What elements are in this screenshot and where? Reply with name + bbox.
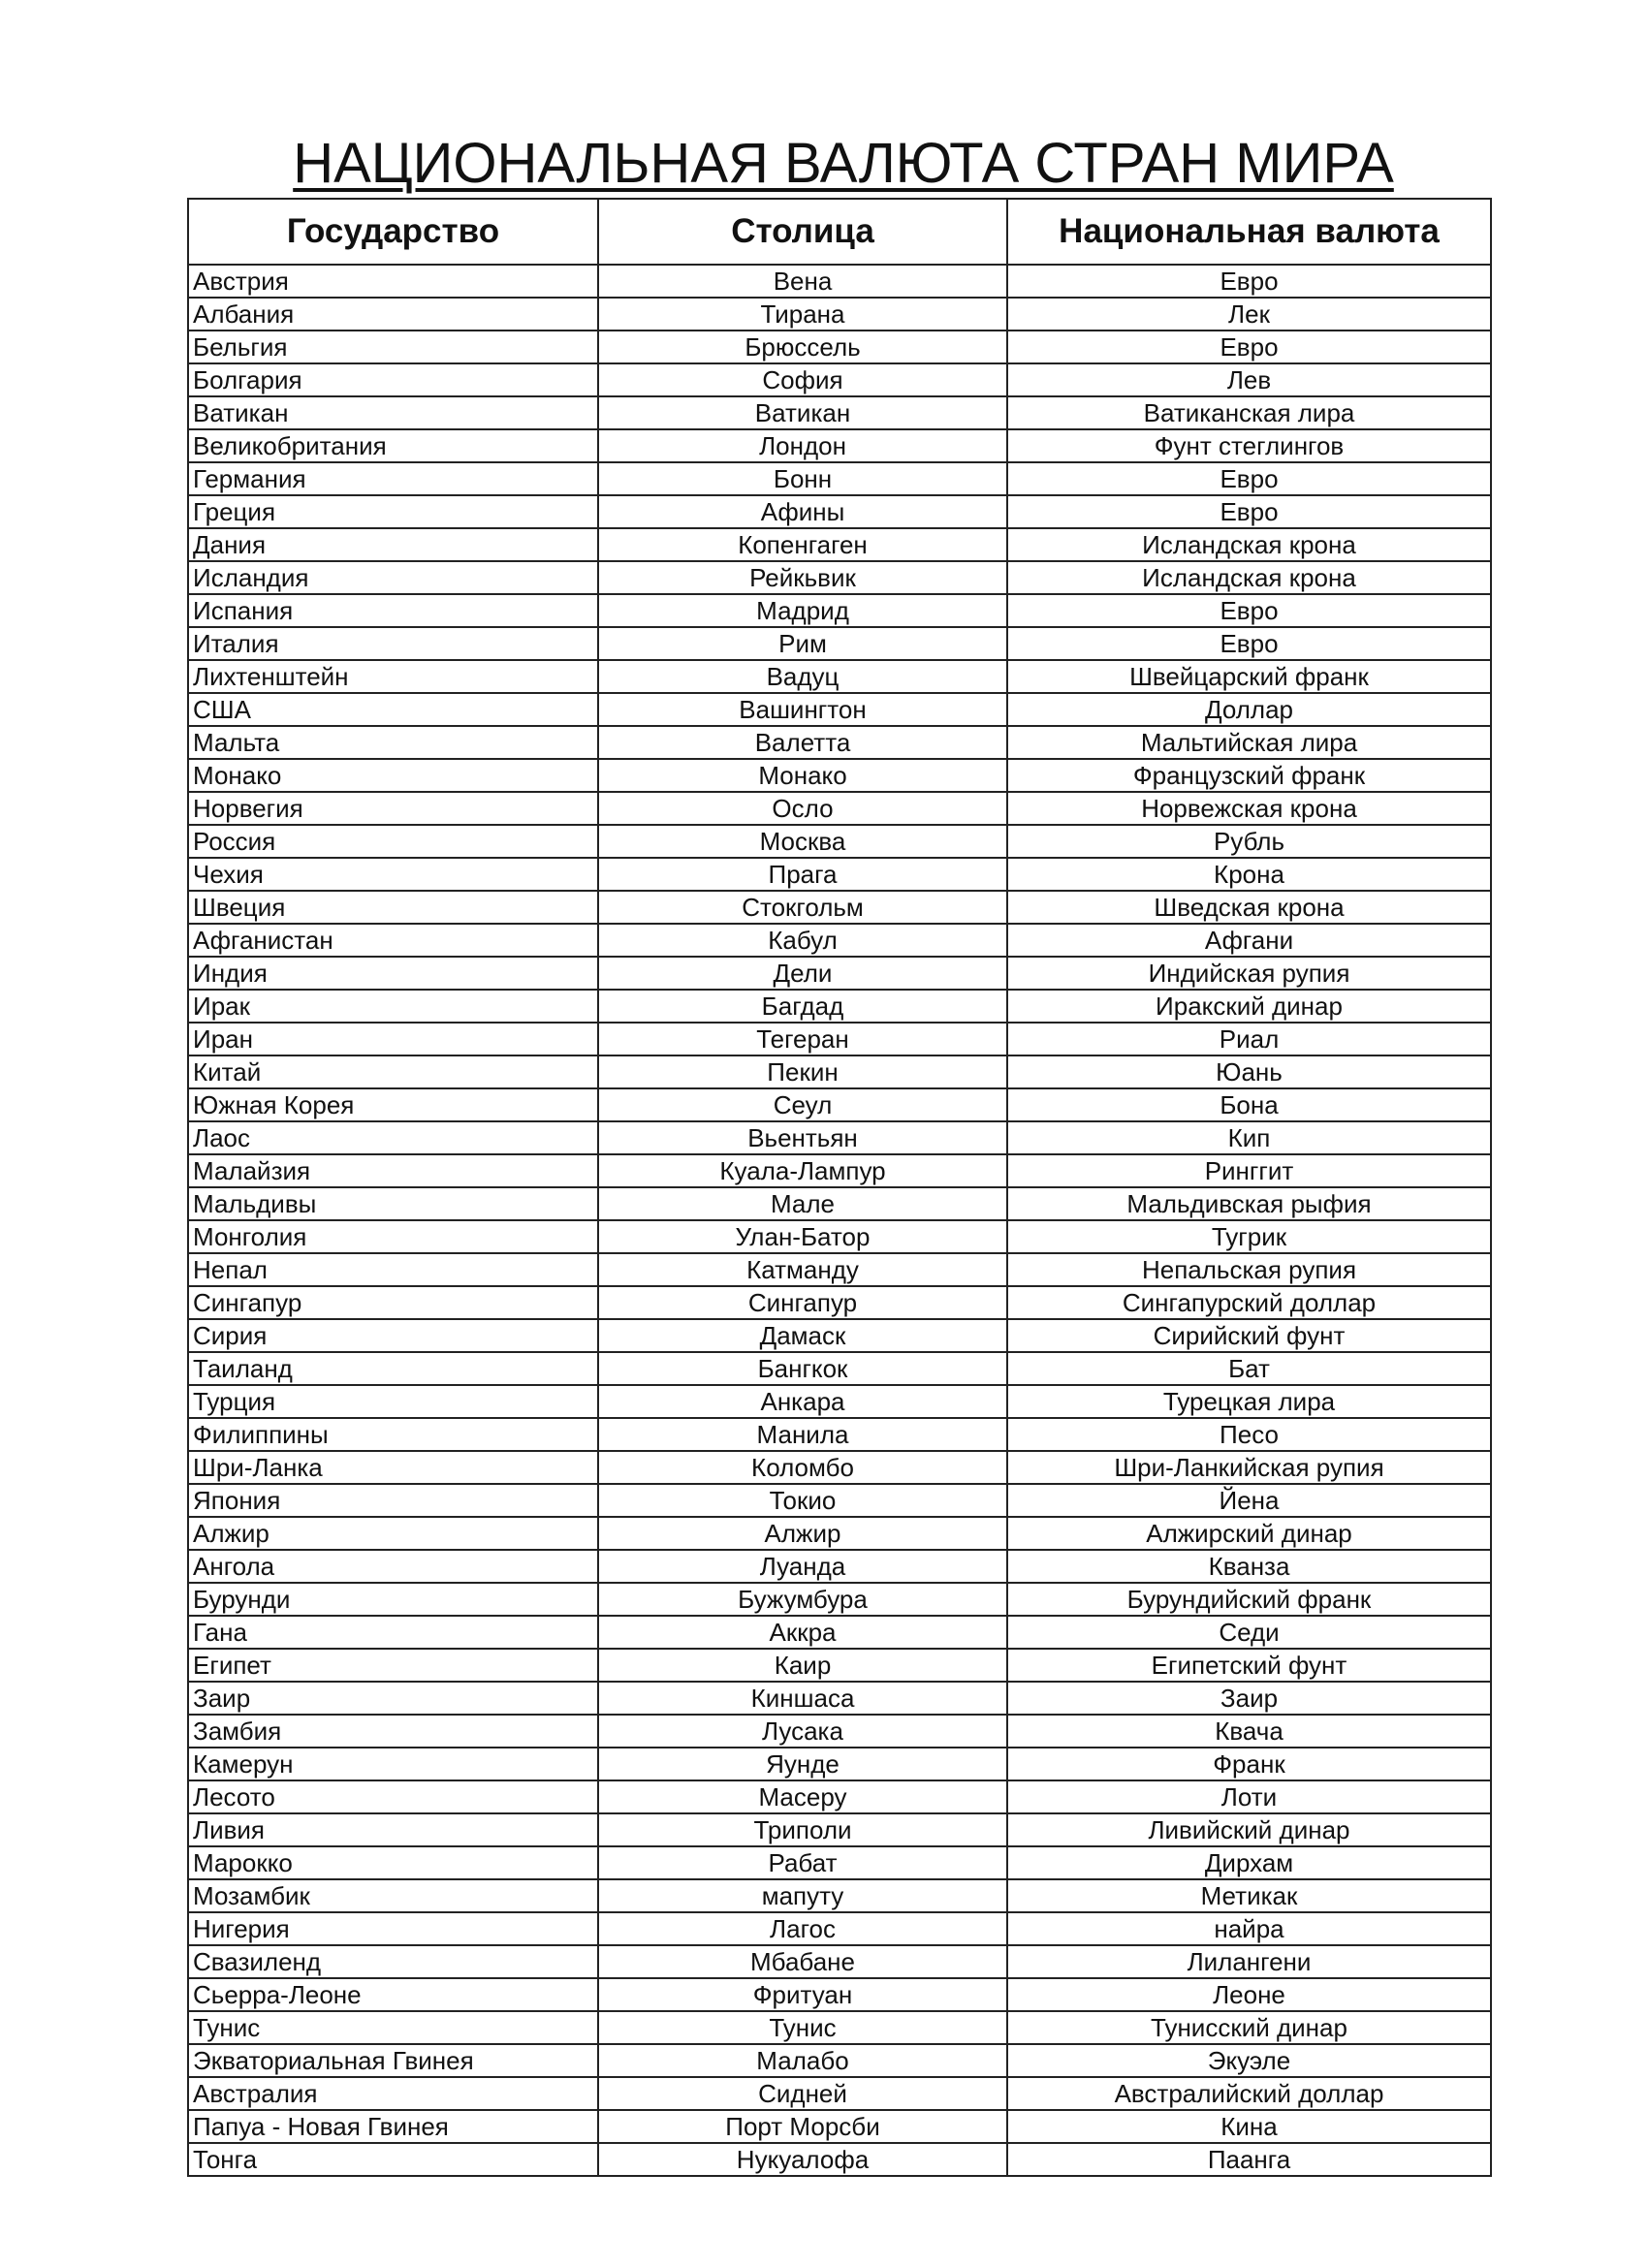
table-row [188, 2011, 1491, 2044]
capital-cell: Копенгаген [598, 528, 1007, 561]
country-cell: Иран [188, 1023, 598, 1055]
currency-cell: Австралийский доллар [1007, 2077, 1491, 2110]
currency-cell: Афгани [1007, 924, 1491, 957]
table-row [188, 2044, 1491, 2077]
currency-cell: Седи [1007, 1616, 1491, 1649]
table-row [188, 1484, 1491, 1517]
table-row [188, 957, 1491, 990]
capital-cell: Тунис [598, 2011, 1007, 2044]
country-cell: Ирак [188, 990, 598, 1023]
capital-cell: Монако [598, 759, 1007, 792]
table-row [188, 1879, 1491, 1912]
capital-cell: Москва [598, 825, 1007, 858]
country-cell: Египет [188, 1649, 598, 1682]
capital-cell: Сеул [598, 1088, 1007, 1121]
country-cell: Нигерия [188, 1912, 598, 1945]
country-cell: Болгария [188, 363, 598, 396]
capital-cell: Тирана [598, 298, 1007, 331]
capital-cell: Брюссель [598, 331, 1007, 363]
table-row [188, 429, 1491, 462]
table-row [188, 1286, 1491, 1319]
currency-cell: Лев [1007, 363, 1491, 396]
capital-cell: Сингапур [598, 1286, 1007, 1319]
capital-cell: Коломбо [598, 1451, 1007, 1484]
country-cell: Лаос [188, 1121, 598, 1154]
capital-cell: Пекин [598, 1055, 1007, 1088]
country-cell: Шри-Ланка [188, 1451, 598, 1484]
capital-cell: Улан-Батор [598, 1220, 1007, 1253]
capital-cell: Фритуан [598, 1978, 1007, 2011]
table-row [188, 726, 1491, 759]
capital-cell: Нукуалофа [598, 2143, 1007, 2176]
page-title: НАЦИОНАЛЬНАЯ ВАЛЮТА СТРАН МИРА [293, 132, 1394, 195]
country-cell: Сирия [188, 1319, 598, 1352]
table-row [188, 1154, 1491, 1187]
currency-cell: Бона [1007, 1088, 1491, 1121]
currency-cell: Евро [1007, 495, 1491, 528]
table-row [188, 660, 1491, 693]
table-row [188, 1187, 1491, 1220]
country-cell: Таиланд [188, 1352, 598, 1385]
table-row [188, 396, 1491, 429]
table-row [188, 924, 1491, 957]
capital-cell: Анкара [598, 1385, 1007, 1418]
table-row [188, 1385, 1491, 1418]
capital-cell: Осло [598, 792, 1007, 825]
country-cell: Швеция [188, 891, 598, 924]
capital-cell: Мадрид [598, 594, 1007, 627]
currency-cell: Бат [1007, 1352, 1491, 1385]
table-row [188, 594, 1491, 627]
country-cell: Монголия [188, 1220, 598, 1253]
currency-cell: Французский франк [1007, 759, 1491, 792]
country-cell: Бурунди [188, 1583, 598, 1616]
table-row [188, 1682, 1491, 1715]
currency-cell: Тунисский динар [1007, 2011, 1491, 2044]
country-cell: Чехия [188, 858, 598, 891]
country-cell: Марокко [188, 1846, 598, 1879]
currency-cell: Мальдивская рыфия [1007, 1187, 1491, 1220]
country-cell: Бельгия [188, 331, 598, 363]
country-cell: Мальдивы [188, 1187, 598, 1220]
table-row [188, 1550, 1491, 1583]
country-cell: Германия [188, 462, 598, 495]
capital-cell: Триполи [598, 1813, 1007, 1846]
capital-cell: Афины [598, 495, 1007, 528]
country-cell: Заир [188, 1682, 598, 1715]
country-cell: Афганистан [188, 924, 598, 957]
table-row [188, 858, 1491, 891]
currency-cell: Евро [1007, 462, 1491, 495]
currency-cell: Заир [1007, 1682, 1491, 1715]
table-row [188, 1912, 1491, 1945]
table-row [188, 1023, 1491, 1055]
currency-cell: Квача [1007, 1715, 1491, 1748]
capital-cell: Порт Морсби [598, 2110, 1007, 2143]
table-row [188, 891, 1491, 924]
table-row [188, 1846, 1491, 1879]
country-cell: Австрия [188, 265, 598, 298]
capital-cell: Бужумбура [598, 1583, 1007, 1616]
currency-cell: Сирийский фунт [1007, 1319, 1491, 1352]
country-cell: Китай [188, 1055, 598, 1088]
capital-cell: Катманду [598, 1253, 1007, 1286]
country-cell: Ангола [188, 1550, 598, 1583]
currency-cell: Шри-Ланкийская рупия [1007, 1451, 1491, 1484]
capital-cell: Дамаск [598, 1319, 1007, 1352]
currency-cell: Риал [1007, 1023, 1491, 1055]
country-cell: Непал [188, 1253, 598, 1286]
currency-cell: Бурундийский франк [1007, 1583, 1491, 1616]
currency-cell: Крона [1007, 858, 1491, 891]
header-row [188, 199, 1491, 265]
table-row [188, 1748, 1491, 1780]
country-cell: Греция [188, 495, 598, 528]
currency-cell: Евро [1007, 594, 1491, 627]
country-cell: Россия [188, 825, 598, 858]
currency-cell: Ливийский динар [1007, 1813, 1491, 1846]
currency-cell: Леоне [1007, 1978, 1491, 2011]
currency-cell: Дирхам [1007, 1846, 1491, 1879]
country-cell: Лесото [188, 1780, 598, 1813]
table-row [188, 1649, 1491, 1682]
column-header-currency: Национальная валюта [1007, 199, 1491, 265]
currency-cell: Турецкая лира [1007, 1385, 1491, 1418]
capital-cell: Вашингтон [598, 693, 1007, 726]
country-cell: Южная Корея [188, 1088, 598, 1121]
capital-cell: Сидней [598, 2077, 1007, 2110]
capital-cell: Рейкьвик [598, 561, 1007, 594]
capital-cell: Рабат [598, 1846, 1007, 1879]
country-cell: Исландия [188, 561, 598, 594]
currency-cell: Евро [1007, 265, 1491, 298]
currency-cell: Алжирский динар [1007, 1517, 1491, 1550]
country-cell: Свазиленд [188, 1945, 598, 1978]
table-row [188, 363, 1491, 396]
country-cell: Папуа - Новая Гвинея [188, 2110, 598, 2143]
capital-cell: Бонн [598, 462, 1007, 495]
capital-cell: Каир [598, 1649, 1007, 1682]
capital-cell: Рим [598, 627, 1007, 660]
currency-cell: Кванза [1007, 1550, 1491, 1583]
table-row [188, 825, 1491, 858]
table-row [188, 2110, 1491, 2143]
capital-cell: Киншаса [598, 1682, 1007, 1715]
currency-cell: Юань [1007, 1055, 1491, 1088]
table-row [188, 1088, 1491, 1121]
capital-cell: Прага [598, 858, 1007, 891]
currency-cell: Йена [1007, 1484, 1491, 1517]
table-row [188, 528, 1491, 561]
table-row [188, 1813, 1491, 1846]
capital-cell: София [598, 363, 1007, 396]
capital-cell: Аккра [598, 1616, 1007, 1649]
country-cell: Дания [188, 528, 598, 561]
country-cell: Гана [188, 1616, 598, 1649]
country-cell: Албания [188, 298, 598, 331]
currency-cell: Евро [1007, 627, 1491, 660]
table-row [188, 1583, 1491, 1616]
table-row [188, 298, 1491, 331]
table-row [188, 462, 1491, 495]
capital-cell: Токио [598, 1484, 1007, 1517]
currency-cell: Египетский фунт [1007, 1649, 1491, 1682]
capital-cell: Вадуц [598, 660, 1007, 693]
table-row [188, 1451, 1491, 1484]
table-header [188, 199, 1491, 265]
currency-cell: Доллар [1007, 693, 1491, 726]
country-cell: Испания [188, 594, 598, 627]
table-row [188, 561, 1491, 594]
country-cell: Сингапур [188, 1286, 598, 1319]
country-cell: Турция [188, 1385, 598, 1418]
country-cell: Филиппины [188, 1418, 598, 1451]
country-cell: Норвегия [188, 792, 598, 825]
currency-cell: Евро [1007, 331, 1491, 363]
column-header-country: Государство [188, 199, 598, 265]
column-header-capital: Столица [598, 199, 1007, 265]
capital-cell: Алжир [598, 1517, 1007, 1550]
table-row [188, 2143, 1491, 2176]
currency-cell: Мальтийская лира [1007, 726, 1491, 759]
country-cell: Замбия [188, 1715, 598, 1748]
currency-table [187, 198, 1492, 2177]
table-row [188, 792, 1491, 825]
capital-cell: Лагос [598, 1912, 1007, 1945]
currency-cell: Швейцарский франк [1007, 660, 1491, 693]
currency-cell: Ватиканская лира [1007, 396, 1491, 429]
currency-cell: Лоти [1007, 1780, 1491, 1813]
country-cell: Италия [188, 627, 598, 660]
table-row [188, 265, 1491, 298]
currency-cell: Рубль [1007, 825, 1491, 858]
table-row [188, 495, 1491, 528]
capital-cell: Стокгольм [598, 891, 1007, 924]
currency-cell: Иракский динар [1007, 990, 1491, 1023]
currency-cell: Тугрик [1007, 1220, 1491, 1253]
table-row [188, 1055, 1491, 1088]
table-row [188, 693, 1491, 726]
country-cell: Тунис [188, 2011, 598, 2044]
country-cell: Алжир [188, 1517, 598, 1550]
country-cell: Камерун [188, 1748, 598, 1780]
country-cell: Япония [188, 1484, 598, 1517]
table-row [188, 331, 1491, 363]
country-cell: Мальта [188, 726, 598, 759]
capital-cell: Куала-Лампур [598, 1154, 1007, 1187]
capital-cell: мапуту [598, 1879, 1007, 1912]
table-row [188, 1319, 1491, 1352]
country-cell: Индия [188, 957, 598, 990]
currency-cell: Лилангени [1007, 1945, 1491, 1978]
currency-cell: Кина [1007, 2110, 1491, 2143]
currency-cell: Фунт стеглингов [1007, 429, 1491, 462]
capital-cell: Ватикан [598, 396, 1007, 429]
capital-cell: Масеру [598, 1780, 1007, 1813]
currency-cell: Сингапурский доллар [1007, 1286, 1491, 1319]
country-cell: Великобритания [188, 429, 598, 462]
currency-cell: Исландская крона [1007, 528, 1491, 561]
country-cell: США [188, 693, 598, 726]
table-row [188, 2077, 1491, 2110]
country-cell: Австралия [188, 2077, 598, 2110]
country-cell: Мозамбик [188, 1879, 598, 1912]
table-row [188, 627, 1491, 660]
table-row [188, 990, 1491, 1023]
country-cell: Ливия [188, 1813, 598, 1846]
table-body [188, 265, 1491, 2176]
currency-cell: Паанга [1007, 2143, 1491, 2176]
capital-cell: Вьентьян [598, 1121, 1007, 1154]
table-row [188, 1352, 1491, 1385]
country-cell: Монако [188, 759, 598, 792]
capital-cell: Лондон [598, 429, 1007, 462]
capital-cell: Яунде [598, 1748, 1007, 1780]
table-row [188, 1253, 1491, 1286]
table-row [188, 1418, 1491, 1451]
currency-cell: Кип [1007, 1121, 1491, 1154]
currency-cell: Норвежская крона [1007, 792, 1491, 825]
table-row [188, 1121, 1491, 1154]
capital-cell: Кабул [598, 924, 1007, 957]
currency-cell: Лек [1007, 298, 1491, 331]
capital-cell: Малабо [598, 2044, 1007, 2077]
capital-cell: Манила [598, 1418, 1007, 1451]
currency-cell: Метикак [1007, 1879, 1491, 1912]
currency-cell: найра [1007, 1912, 1491, 1945]
capital-cell: Бангкок [598, 1352, 1007, 1385]
table-row [188, 759, 1491, 792]
currency-cell: Шведская крона [1007, 891, 1491, 924]
capital-cell: Мале [598, 1187, 1007, 1220]
table-row [188, 1220, 1491, 1253]
currency-cell: Индийская рупия [1007, 957, 1491, 990]
capital-cell: Дели [598, 957, 1007, 990]
table-row [188, 1780, 1491, 1813]
capital-cell: Лусака [598, 1715, 1007, 1748]
country-cell: Малайзия [188, 1154, 598, 1187]
country-cell: Экваториальная Гвинея [188, 2044, 598, 2077]
table-row [188, 1715, 1491, 1748]
capital-cell: Мбабане [598, 1945, 1007, 1978]
currency-cell: Экуэле [1007, 2044, 1491, 2077]
table-row [188, 1517, 1491, 1550]
capital-cell: Багдад [598, 990, 1007, 1023]
currency-cell: Ринггит [1007, 1154, 1491, 1187]
capital-cell: Валетта [598, 726, 1007, 759]
table-row [188, 1945, 1491, 1978]
table-row [188, 1616, 1491, 1649]
capital-cell: Вена [598, 265, 1007, 298]
currency-cell: Песо [1007, 1418, 1491, 1451]
country-cell: Сьерра-Леоне [188, 1978, 598, 2011]
country-cell: Тонга [188, 2143, 598, 2176]
currency-cell: Непальская рупия [1007, 1253, 1491, 1286]
table-row [188, 1978, 1491, 2011]
capital-cell: Луанда [598, 1550, 1007, 1583]
country-cell: Ватикан [188, 396, 598, 429]
capital-cell: Тегеран [598, 1023, 1007, 1055]
currency-cell: Исландская крона [1007, 561, 1491, 594]
country-cell: Лихтенштейн [188, 660, 598, 693]
currency-cell: Франк [1007, 1748, 1491, 1780]
